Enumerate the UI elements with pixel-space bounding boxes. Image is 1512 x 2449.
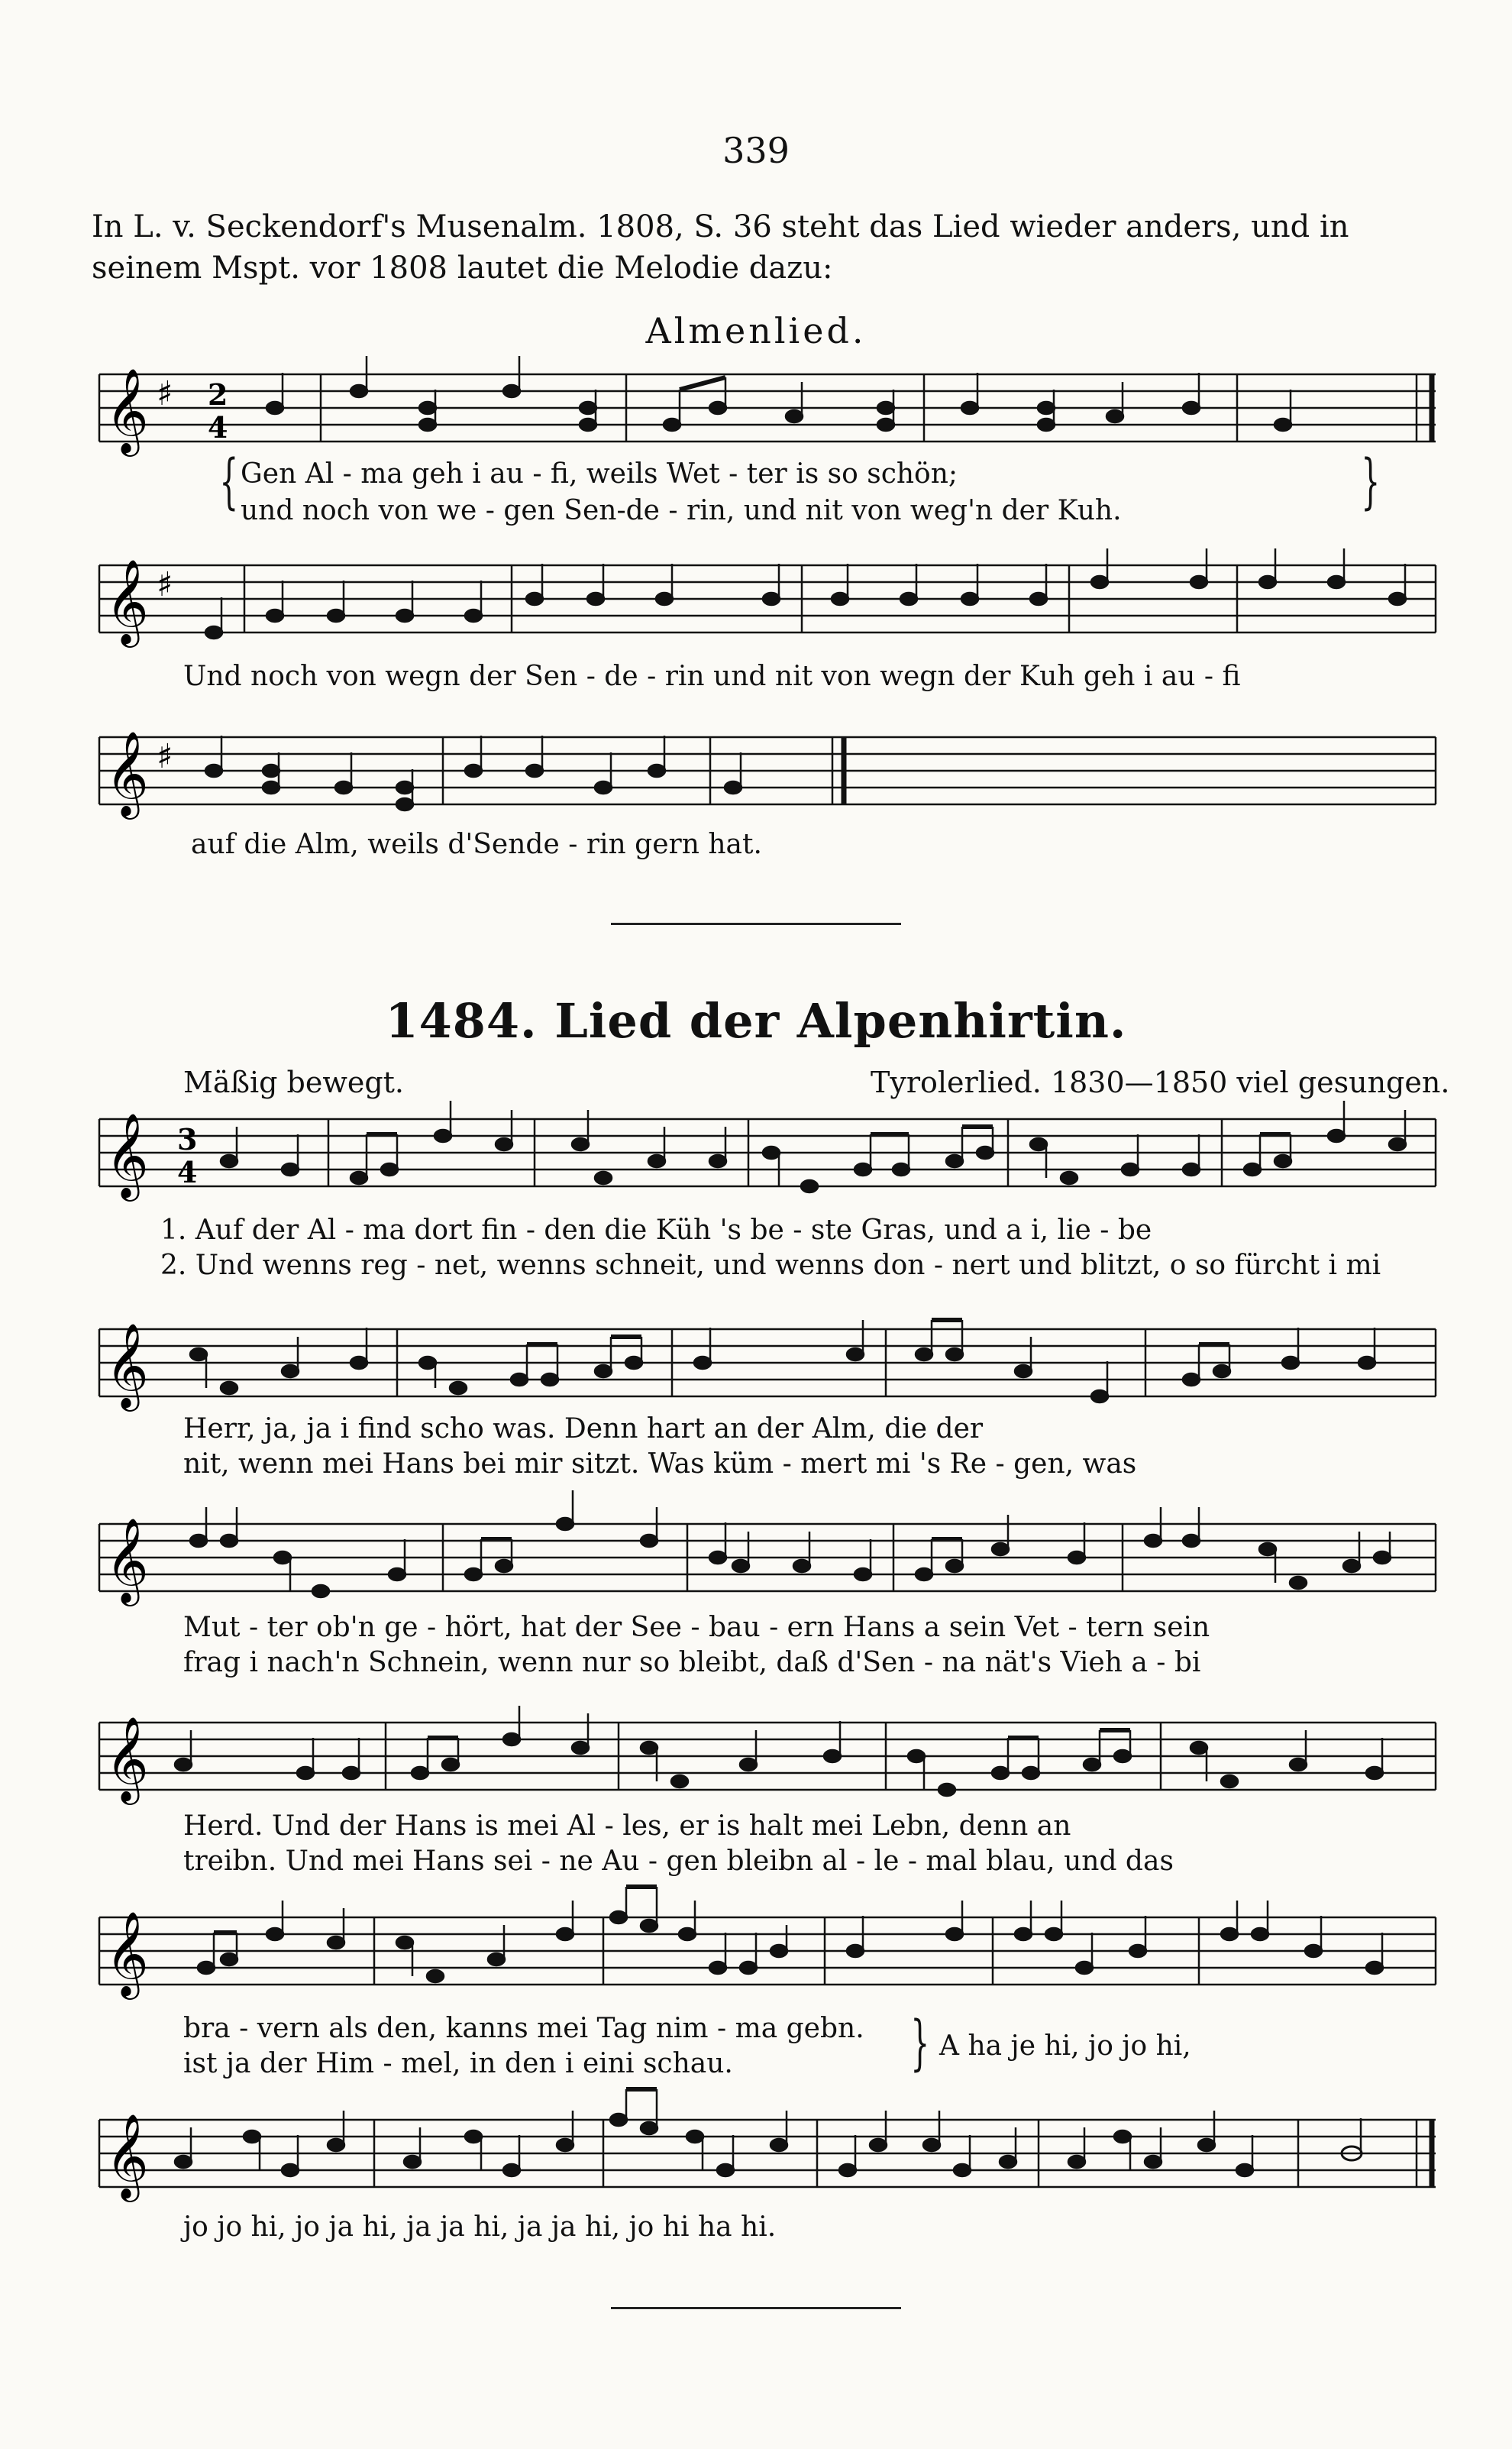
svg-text:2: 2	[208, 377, 228, 412]
intro-text-line-1: In L. v. Seckendorf's Musenalm. 1808, S. 36 steht das Lied wieder anders, und in	[92, 209, 1349, 244]
refrain-brace: }	[910, 2009, 930, 2078]
svg-text:𝄞: 𝄞	[105, 1112, 149, 1198]
verse-brace-right: }	[1361, 448, 1381, 516]
page-number: 339	[722, 130, 790, 171]
svg-text:𝄞: 𝄞	[105, 1517, 149, 1603]
song-number: 1484.	[385, 993, 538, 1049]
almenlied-lyrics-3: auf die Alm, weils d'Sende - rin gern hat.	[191, 829, 762, 860]
song-lyrics-5-verse-2: ist ja der Him - mel, in den i eini schau.	[183, 2048, 733, 2079]
song-lyrics-2-verse-2: nit, wenn mei Hans bei mir sitzt. Was küm - mert mi 's Re - gen, was	[183, 1448, 1137, 1480]
song-lyrics-5-verse-1: bra - vern als den, kanns mei Tag nim - ma gebn.	[183, 2013, 864, 2044]
tempo-marking: Mäßig bewegt.	[183, 1066, 405, 1099]
intro-text-line-2: seinem Mspt. vor 1808 lautet die Melodie dazu:	[92, 251, 833, 286]
svg-text:𝄞: 𝄞	[105, 1716, 149, 1801]
song-heading	[0, 993, 1512, 1049]
verse-brace-left: {	[219, 448, 239, 516]
song-staff-3	[0, 1509, 1512, 1623]
song-staff-2	[0, 1314, 1512, 1428]
song-lyrics-5-refrain: A ha je hi, jo jo hi,	[939, 2030, 1191, 2062]
svg-text:3: 3	[177, 1122, 198, 1157]
almenlied-lyrics-1-verse-2: und noch von we - gen Sen-de - rin, und nit von weg'n der Kuh.	[241, 495, 1122, 526]
section-divider-bottom	[611, 2307, 901, 2309]
svg-text:4: 4	[177, 1155, 198, 1189]
svg-text:𝄞: 𝄞	[105, 1910, 149, 1996]
almenlied-title: Almenlied.	[645, 310, 867, 351]
song-staff-6	[0, 2104, 1512, 2219]
svg-text:𝄞: 𝄞	[105, 730, 149, 816]
almenlied-staff-2	[0, 550, 1512, 665]
svg-text:4: 4	[208, 410, 228, 445]
svg-text:𝄞: 𝄞	[105, 1322, 149, 1408]
svg-text:𝄞: 𝄞	[105, 2113, 149, 2198]
svg-text:♯: ♯	[157, 565, 173, 604]
almenlied-staff-3	[0, 722, 1512, 836]
svg-text:♯: ♯	[157, 737, 173, 776]
treble-clef-icon: 𝄞	[105, 367, 149, 453]
song-lyrics-3-verse-2: frag i nach'n Schnein, wenn nur so bleibt, daß d'Sen - na nät's Vieh a - bi	[183, 1647, 1201, 1678]
song-lyrics-1-verse-1: 1. Auf der Al - ma dort fin - den die Küh 's be - ste Gras, und a i, lie - be	[160, 1215, 1152, 1246]
song-lyrics-2-verse-1: Herr, ja, ja i find scho was. Denn hart an der Alm, die der	[183, 1413, 984, 1444]
song-staff-5	[0, 1902, 1512, 2017]
song-lyrics-3-verse-1: Mut - ter ob'n ge - hört, hat der See - bau - ern Hans a sein Vet - tern sein	[183, 1612, 1210, 1643]
song-lyrics-1-verse-2: 2. Und wenns reg - net, wenns schneit, und wenns don - nert und blitzt, o so fürcht i mi	[160, 1250, 1381, 1281]
song-lyrics-6: jo jo hi, jo ja hi, ja ja hi, ja ja hi, jo hi ha hi.	[183, 2211, 777, 2243]
almenlied-lyrics-2: Und noch von wegn der Sen - de - rin und nit von wegn der Kuh geh i au - fi	[183, 661, 1241, 692]
song-title: Lied der Alpenhirtin.	[554, 993, 1127, 1049]
song-lyrics-4-verse-1: Herd. Und der Hans is mei Al - les, er is halt mei Lebn, denn an	[183, 1810, 1071, 1842]
song-source: Tyrolerlied. 1830—1850 viel gesungen.	[871, 1066, 1450, 1099]
song-staff-1	[0, 1104, 1512, 1218]
sharp-icon: ♯	[157, 374, 173, 413]
svg-text:𝄞: 𝄞	[105, 558, 149, 644]
song-lyrics-4-verse-2: treibn. Und mei Hans sei - ne Au - gen bleibn al - le - mal blau, und das	[183, 1846, 1174, 1877]
song-staff-4	[0, 1707, 1512, 1822]
section-divider-top	[611, 923, 901, 925]
almenlied-lyrics-1-verse-1: Gen Al - ma geh i au - fi, weils Wet - ter is so schön;	[241, 458, 958, 490]
